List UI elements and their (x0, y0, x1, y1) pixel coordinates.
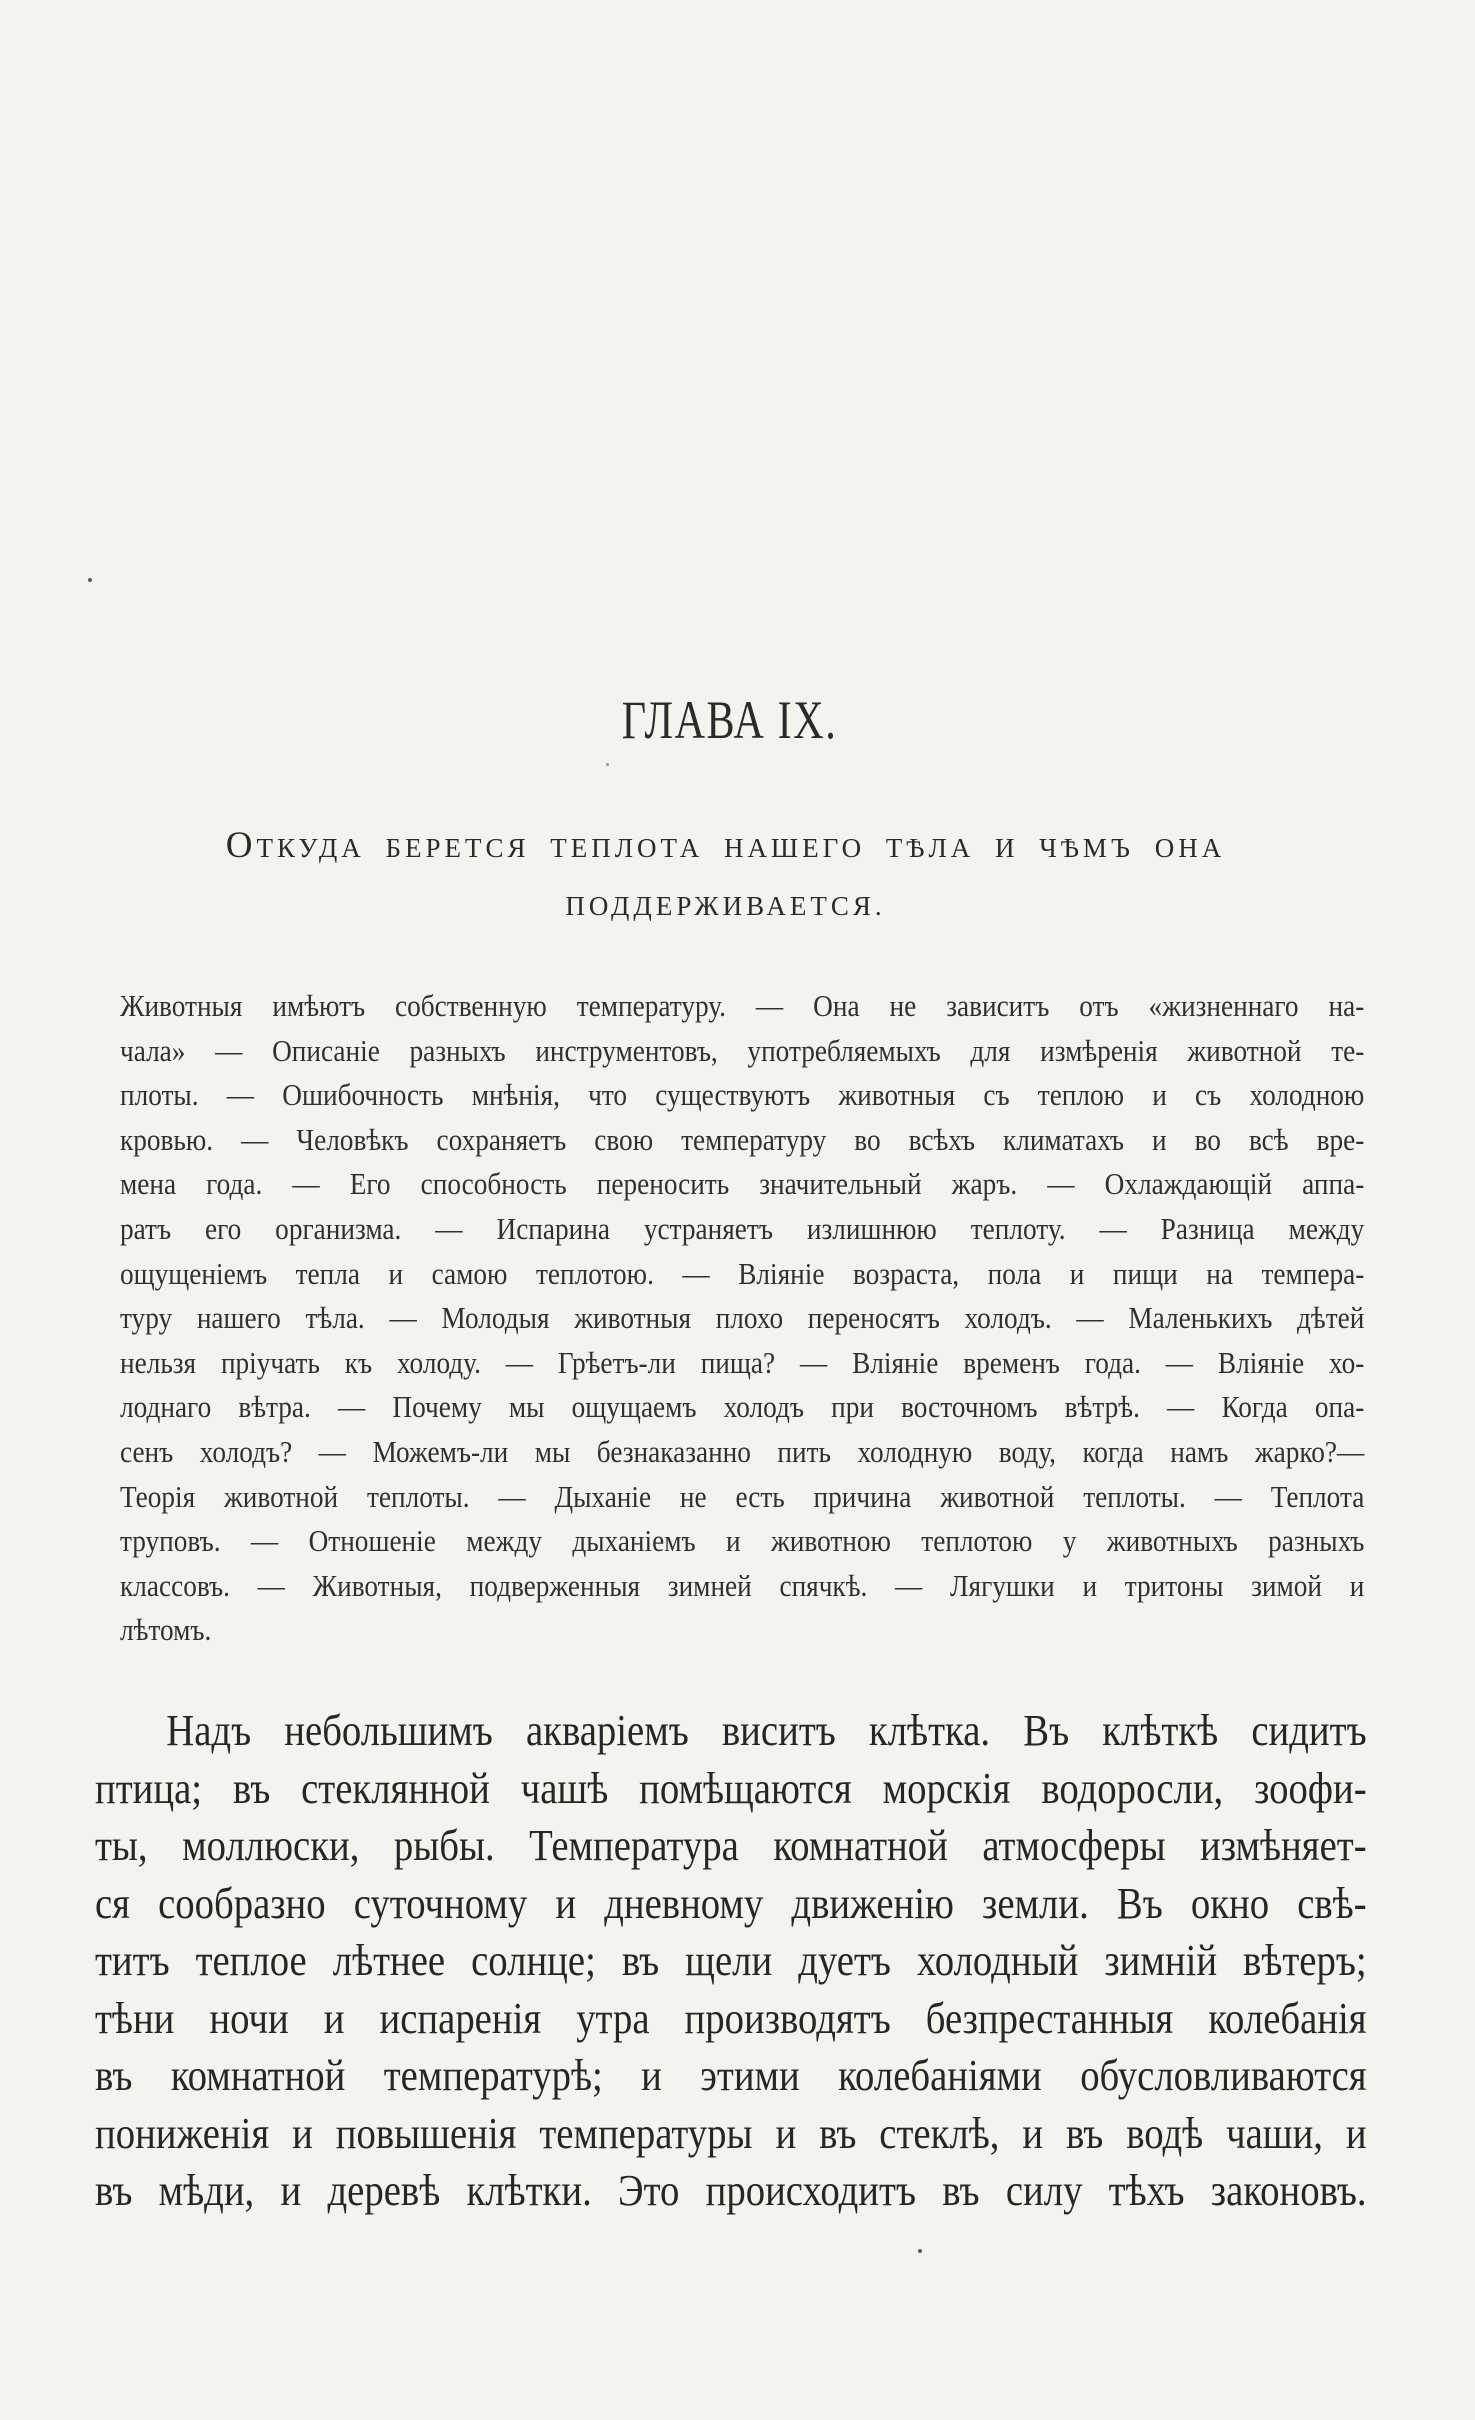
summary-line: мена года. — Его способность переносить значительный жаръ. — Охлаждающій аппа- (120, 1166, 1365, 1202)
body-line: въ комнатной температурѣ; и этими колебаніями обусловливаются (95, 2051, 1367, 2100)
summary-line: плоты. — Ошибочность мнѣнія, что существуютъ животныя съ теплою и съ холодною (120, 1077, 1365, 1113)
summary-line: лоднаго вѣтра. — Почему мы ощущаемъ холодъ при восточномъ вѣтрѣ. — Когда опа- (120, 1389, 1365, 1425)
chapter-title-line: ОТКУДА БЕРЕТСЯ ТЕПЛОТА НАШЕГО ТѢЛА И ЧѢМЪ ОНА (225, 825, 1226, 866)
summary-line: классовъ. — Животныя, подверженныя зимней спячкѣ. — Лягушки и тритоны зимой и (120, 1567, 1365, 1603)
chapter-heading: ГЛАВА IX. (621, 690, 838, 750)
body-line: въ мѣди, и деревѣ клѣтки. Это происходитъ въ силу тѣхъ законовъ. (95, 2166, 1367, 2215)
body-text (95, 1702, 1367, 2220)
scan-speck (606, 763, 609, 766)
summary-line: ощущеніемъ тепла и самою теплотою. — Вліяніе возраста, пола и пищи на темпера- (120, 1255, 1365, 1291)
summary-line: чала» — Описаніе разныхъ инструментовъ, употребляемыхъ для измѣренія животной те- (120, 1032, 1365, 1068)
summary-line: Теорія животной теплоты. — Дыханіе не есть причина животной теплоты. — Теплота (120, 1478, 1365, 1514)
body-line: титъ теплое лѣтнее солнце; въ щели дуетъ холодный зимній вѣтеръ; (95, 1936, 1367, 1985)
chapter-title-line: ПОДДЕРЖИВАЕТСЯ. (565, 891, 886, 921)
body-line: пониженія и повышенія температуры и въ стеклѣ, и въ водѣ чаши, и (95, 2108, 1367, 2158)
summary-line: лѣтомъ. (120, 1612, 212, 1648)
summary-line: нельзя пріучать къ холоду. — Грѣетъ-ли пища? — Вліяніе временъ года. — Вліяніе хо- (120, 1344, 1365, 1380)
summary-line: кровью. — Человѣкъ сохраняетъ свою температуру во всѣхъ климатахъ и во всѣ вре- (120, 1121, 1365, 1157)
chapter-summary (120, 984, 1364, 1653)
body-line: тѣни ночи и испаренія утра производятъ безпрестанныя колебанія (95, 1993, 1367, 2043)
scan-speck (88, 578, 92, 582)
summary-line: туру нашего тѣла. — Молодыя животныя плохо переносятъ холодъ. — Маленькихъ дѣтей (120, 1300, 1365, 1336)
summary-line: сенъ холодъ? — Можемъ-ли мы безнаказанно пить холодную воду, когда намъ жарко?— (120, 1433, 1365, 1469)
summary-line: труповъ. — Отношеніе между дыханіемъ и животною теплотою у животныхъ разныхъ (120, 1523, 1365, 1559)
scan-speck (918, 2249, 922, 2253)
body-line: Надъ небольшимъ акваріемъ виситъ клѣтка. Въ клѣткѣ сидитъ (166, 1706, 1367, 1755)
summary-line: Животныя имѣютъ собственную температуру. — Она не зависитъ отъ «жизненнаго на- (120, 988, 1365, 1023)
summary-line: ратъ его организма. — Испарина устраняетъ излишнюю теплоту. — Разница между (120, 1210, 1365, 1246)
body-line: птица; въ стеклянной чашѣ помѣщаются морскія водоросли, зоофи- (95, 1763, 1367, 1813)
body-line: ся сообразно суточному и дневному движенію земли. Въ окно свѣ- (95, 1878, 1367, 1928)
body-line: ты, моллюски, рыбы. Температура комнатной атмосферы измѣняет- (95, 1821, 1367, 1870)
